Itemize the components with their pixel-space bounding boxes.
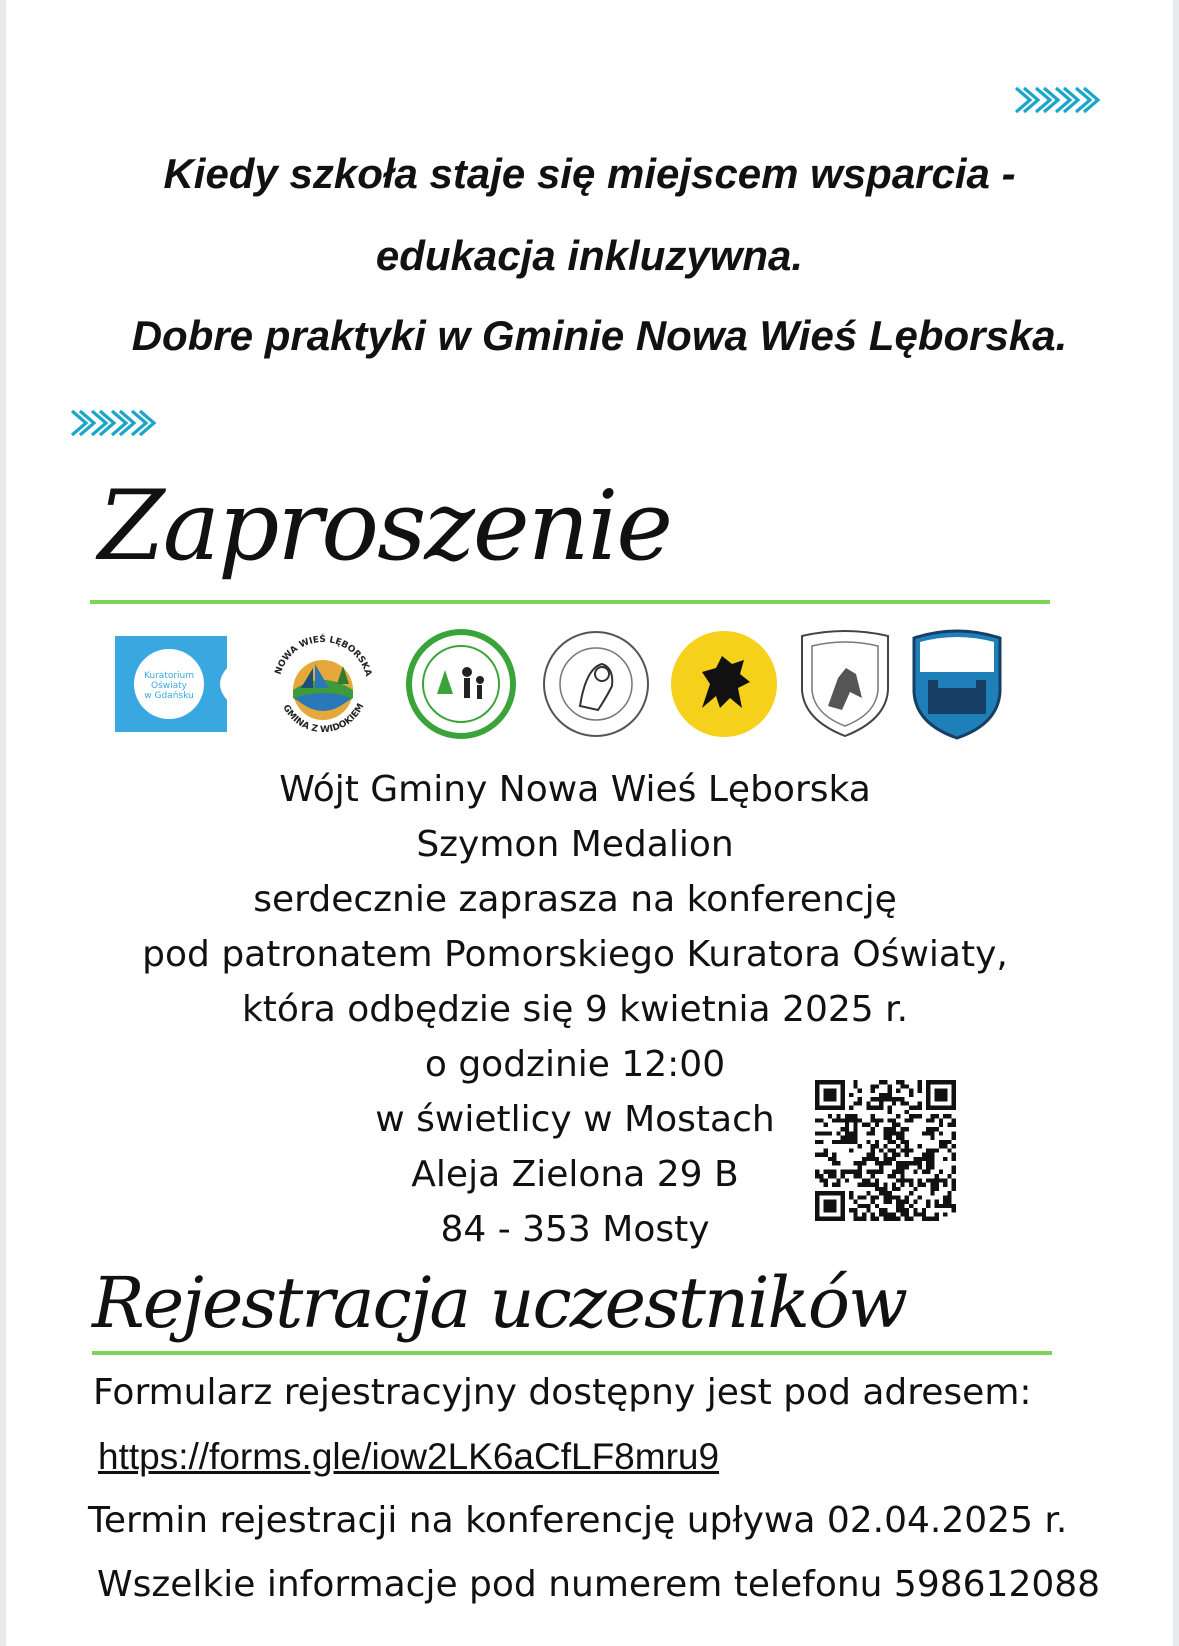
kuratorium-logo: [115, 636, 227, 736]
svg-text:Oświaty: Oświaty: [150, 681, 188, 691]
qr-code[interactable]: [815, 1080, 956, 1221]
shield-school-logo: [798, 628, 892, 744]
body-line: Wójt Gminy Nowa Wieś Lęborska: [279, 769, 871, 810]
partner-logos: [110, 628, 1060, 748]
svg-text:Kuratorium: Kuratorium: [143, 671, 195, 681]
body-line: pod patronatem Pomorskiego Kuratora Oświaty,: [142, 934, 1008, 975]
form-text: Formularz rejestracyjny dostępny jest pod adresem:: [93, 1372, 1032, 1413]
header-line-3: Dobre praktyki w Gminie Nowa Wieś Lęborska.: [131, 312, 1068, 359]
body-line: która odbędzie się 9 kwietnia 2025 r.: [241, 989, 909, 1030]
header-line-2: edukacja inkluzywna.: [375, 232, 804, 279]
body-line: o godzinie 12:00: [424, 1044, 726, 1085]
info-text: Wszelkie informacje pod numerem telefonu 598612088: [97, 1564, 1101, 1605]
body-line: Aleja Zielona 29 B: [411, 1154, 739, 1195]
divider-green: [92, 1351, 1052, 1355]
header-line-1: Kiedy szkoła staje się miejscem wsparcia -: [163, 150, 1016, 197]
zespol-lebien-logo: [540, 628, 652, 744]
chevrons-right-icon: [68, 405, 160, 441]
invitation-body: [0, 762, 1150, 1257]
body-line: serdecznie zaprasza na konferencję: [253, 879, 897, 920]
svg-text:GMINA Z WIDOKIEM: GMINA Z WIDOKIEM: [280, 701, 367, 736]
chevrons-right-icon: [1012, 82, 1104, 118]
invitation-title: Zaproszenie: [98, 470, 672, 582]
registration-title: Rejestracja uczestników: [92, 1262, 906, 1344]
divider-green: [90, 600, 1050, 604]
body-line: 84 - 353 Mosty: [440, 1209, 710, 1250]
body-line: w świetlicy w Mostach: [375, 1099, 775, 1140]
svg-text:NOWA WIEŚ LĘBORSKA: NOWA WIEŚ LĘBORSKA: [273, 634, 373, 678]
gryf-logo: [668, 628, 780, 744]
zespol-garczegorze-logo: [910, 628, 1004, 744]
svg-text:w Gdańsku: w Gdańsku: [144, 691, 194, 701]
szkola-lesnicy-logo: [405, 628, 517, 744]
body-line: Szymon Medalion: [416, 824, 734, 865]
deadline-text: Termin rejestracji na konferencję upływa 02.04.2025 r.: [88, 1500, 1068, 1541]
gmina-logo: [265, 628, 381, 748]
registration-link[interactable]: https://forms.gle/iow2LK6aCfLF8mru9: [98, 1436, 720, 1477]
